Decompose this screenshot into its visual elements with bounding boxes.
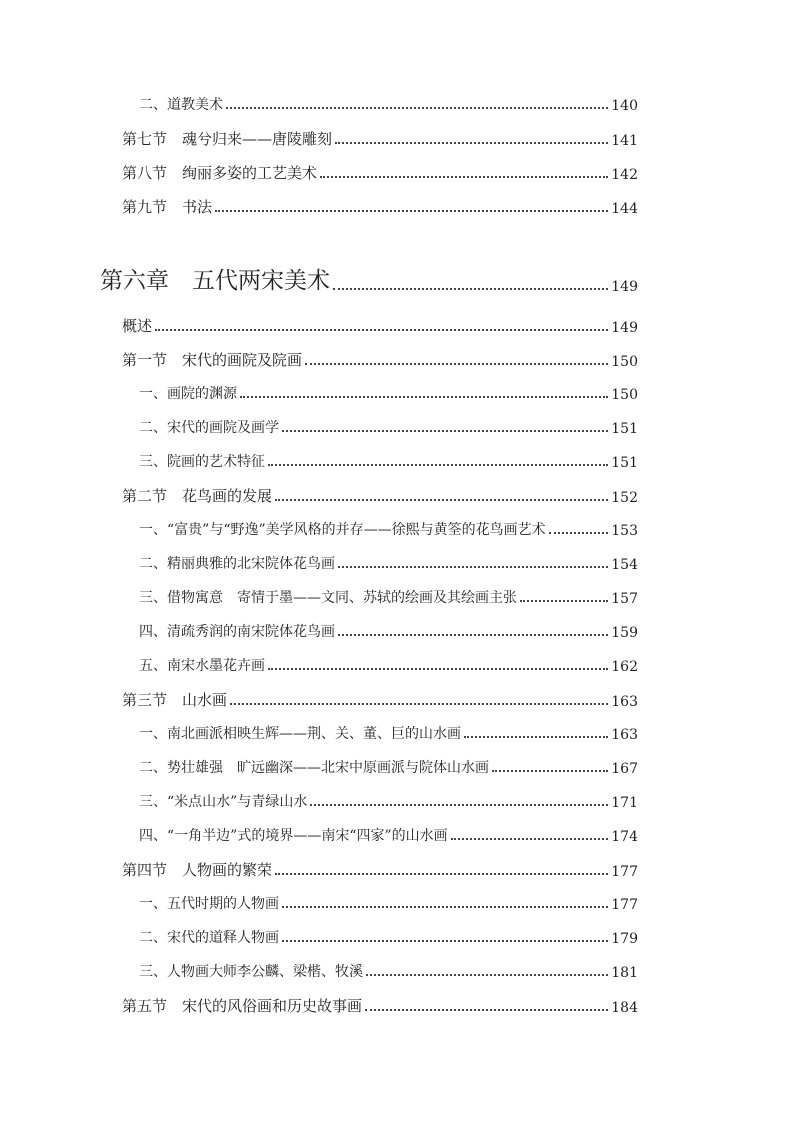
toc-subsection[interactable] — [139, 961, 638, 981]
dot-leader — [268, 463, 608, 466]
toc-section-9[interactable] — [122, 196, 638, 217]
toc-entry-label: 一、“富贵”与“野逸”美学风格的并存——徐熙与黄筌的花鸟画艺术 — [139, 522, 546, 538]
toc-page-number: 153 — [611, 523, 638, 539]
toc-page-number: 154 — [611, 557, 638, 573]
dot-leader — [451, 837, 609, 840]
dot-leader — [549, 531, 609, 534]
toc-entry-label: 四、“一角半边”式的境界——南宋“四家”的山水画 — [139, 828, 448, 844]
toc-entry-label: 一、画院的渊源 — [139, 386, 237, 402]
toc-entry-label: 第四节 人物画的繁荣 — [122, 861, 273, 879]
dot-leader — [226, 106, 608, 109]
toc-page-number: 149 — [611, 279, 638, 295]
toc-entry-label: 概述 — [122, 317, 153, 335]
toc-subsection[interactable] — [139, 451, 638, 471]
toc-subsection[interactable] — [139, 893, 638, 913]
toc-page-number: 141 — [611, 133, 638, 149]
toc-section-8[interactable] — [122, 162, 638, 183]
dot-leader — [275, 498, 608, 501]
dot-leader — [305, 362, 608, 365]
dot-leader — [282, 905, 608, 908]
toc-subsection[interactable] — [139, 927, 638, 947]
toc-subsection[interactable] — [139, 553, 638, 573]
dot-leader — [520, 599, 608, 602]
toc-section-1[interactable] — [122, 349, 638, 370]
toc-subsection[interactable] — [139, 519, 638, 539]
dot-leader — [464, 735, 608, 738]
toc-subsection[interactable] — [139, 825, 638, 845]
dot-leader — [240, 395, 608, 398]
toc-entry-daoist-art[interactable] — [139, 94, 638, 114]
dot-leader — [366, 973, 608, 976]
toc-chapter-6[interactable] — [100, 262, 638, 295]
toc-page-number: 174 — [611, 829, 638, 845]
toc-overview[interactable] — [122, 315, 638, 336]
toc-entry-label: 第三节 山水画 — [122, 691, 228, 709]
toc-subsection[interactable] — [139, 587, 638, 607]
dot-leader — [365, 1008, 608, 1011]
toc-subsection[interactable] — [139, 655, 638, 675]
toc-page-number: 159 — [611, 625, 638, 641]
dot-leader — [282, 939, 608, 942]
toc-subsection[interactable] — [139, 791, 638, 811]
toc-page-number: 171 — [611, 795, 638, 811]
toc-entry-label: 三、院画的艺术特征 — [139, 454, 265, 470]
toc-page-number: 142 — [611, 167, 638, 183]
dot-leader — [215, 209, 608, 212]
toc-subsection[interactable] — [139, 621, 638, 641]
toc-section-4[interactable] — [122, 859, 638, 880]
toc-subsection[interactable] — [139, 757, 638, 777]
dot-leader — [282, 429, 608, 432]
toc-page-number: 167 — [611, 761, 638, 777]
toc-page-number: 140 — [611, 98, 638, 114]
toc-page-number: 184 — [611, 1000, 638, 1016]
toc-entry-label: 第七节 魂兮归来——唐陵雕刻 — [122, 130, 333, 148]
toc-page-number: 181 — [611, 965, 638, 981]
toc-page-number: 152 — [611, 490, 638, 506]
dot-leader — [338, 633, 608, 636]
toc-entry-label: 三、“米点山水”与青绿山水 — [139, 794, 308, 810]
toc-page-number: 163 — [611, 727, 638, 743]
dot-leader — [155, 328, 608, 331]
toc-page-number: 151 — [611, 421, 638, 437]
toc-entry-label: 二、势壮雄强 旷远幽深——北宋中原画派与院体山水画 — [139, 760, 489, 776]
toc-entry-label: 三、借物寓意 寄情于墨——文同、苏轼的绘画及其绘画主张 — [139, 590, 517, 606]
toc-entry-label: 第五节 宋代的风俗画和历史故事画 — [122, 997, 363, 1015]
toc-entry-label: 二、宋代的道释人物画 — [139, 930, 279, 946]
toc-entry-label: 第一节 宋代的画院及院画 — [122, 351, 303, 369]
toc-entry-label: 三、人物画大师李公麟、梁楷、牧溪 — [139, 964, 363, 980]
dot-leader — [335, 141, 608, 144]
toc-page-number: 144 — [611, 201, 638, 217]
toc-page-number: 162 — [611, 659, 638, 675]
toc-page-number: 177 — [611, 864, 638, 880]
dot-leader — [268, 667, 608, 670]
dot-leader — [275, 872, 608, 875]
toc-entry-label: 第二节 花鸟画的发展 — [122, 487, 273, 505]
dot-leader — [338, 565, 608, 568]
toc-entry-label: 一、五代时期的人物画 — [139, 896, 279, 912]
dot-leader — [492, 769, 608, 772]
toc-section-3[interactable] — [122, 689, 638, 710]
toc-page-number: 149 — [611, 320, 638, 336]
dot-leader — [230, 702, 608, 705]
dot-leader — [333, 287, 608, 290]
toc-page-number: 163 — [611, 694, 638, 710]
toc-page-number: 177 — [611, 897, 638, 913]
toc-page-number: 151 — [611, 455, 638, 471]
toc-section-7[interactable] — [122, 128, 638, 149]
toc-entry-label: 二、宋代的画院及画学 — [139, 420, 279, 436]
toc-subsection[interactable] — [139, 723, 638, 743]
toc-page-number: 150 — [611, 387, 638, 403]
dot-leader — [310, 803, 608, 806]
toc-entry-label: 二、精丽典雅的北宋院体花鸟画 — [139, 556, 335, 572]
toc-page-number: 157 — [611, 591, 638, 607]
dot-leader — [320, 175, 608, 178]
toc-subsection[interactable] — [139, 417, 638, 437]
toc-entry-label: 第八节 绚丽多姿的工艺美术 — [122, 164, 318, 182]
toc-entry-label: 一、南北画派相映生辉——荆、关、董、巨的山水画 — [139, 726, 461, 742]
toc-subsection[interactable] — [139, 383, 638, 403]
toc-entry-label: 二、道教美术 — [139, 97, 223, 113]
toc-entry-label: 五、南宋水墨花卉画 — [139, 658, 265, 674]
toc-entry-label: 第九节 书法 — [122, 198, 213, 216]
toc-section-2[interactable] — [122, 485, 638, 506]
toc-entry-label: 四、清疏秀润的南宋院体花鸟画 — [139, 624, 335, 640]
toc-page-number: 150 — [611, 354, 638, 370]
toc-chapter-label: 第六章 五代两宋美术 — [100, 268, 330, 294]
toc-page-number: 179 — [611, 931, 638, 947]
toc-section-5[interactable] — [122, 995, 638, 1016]
